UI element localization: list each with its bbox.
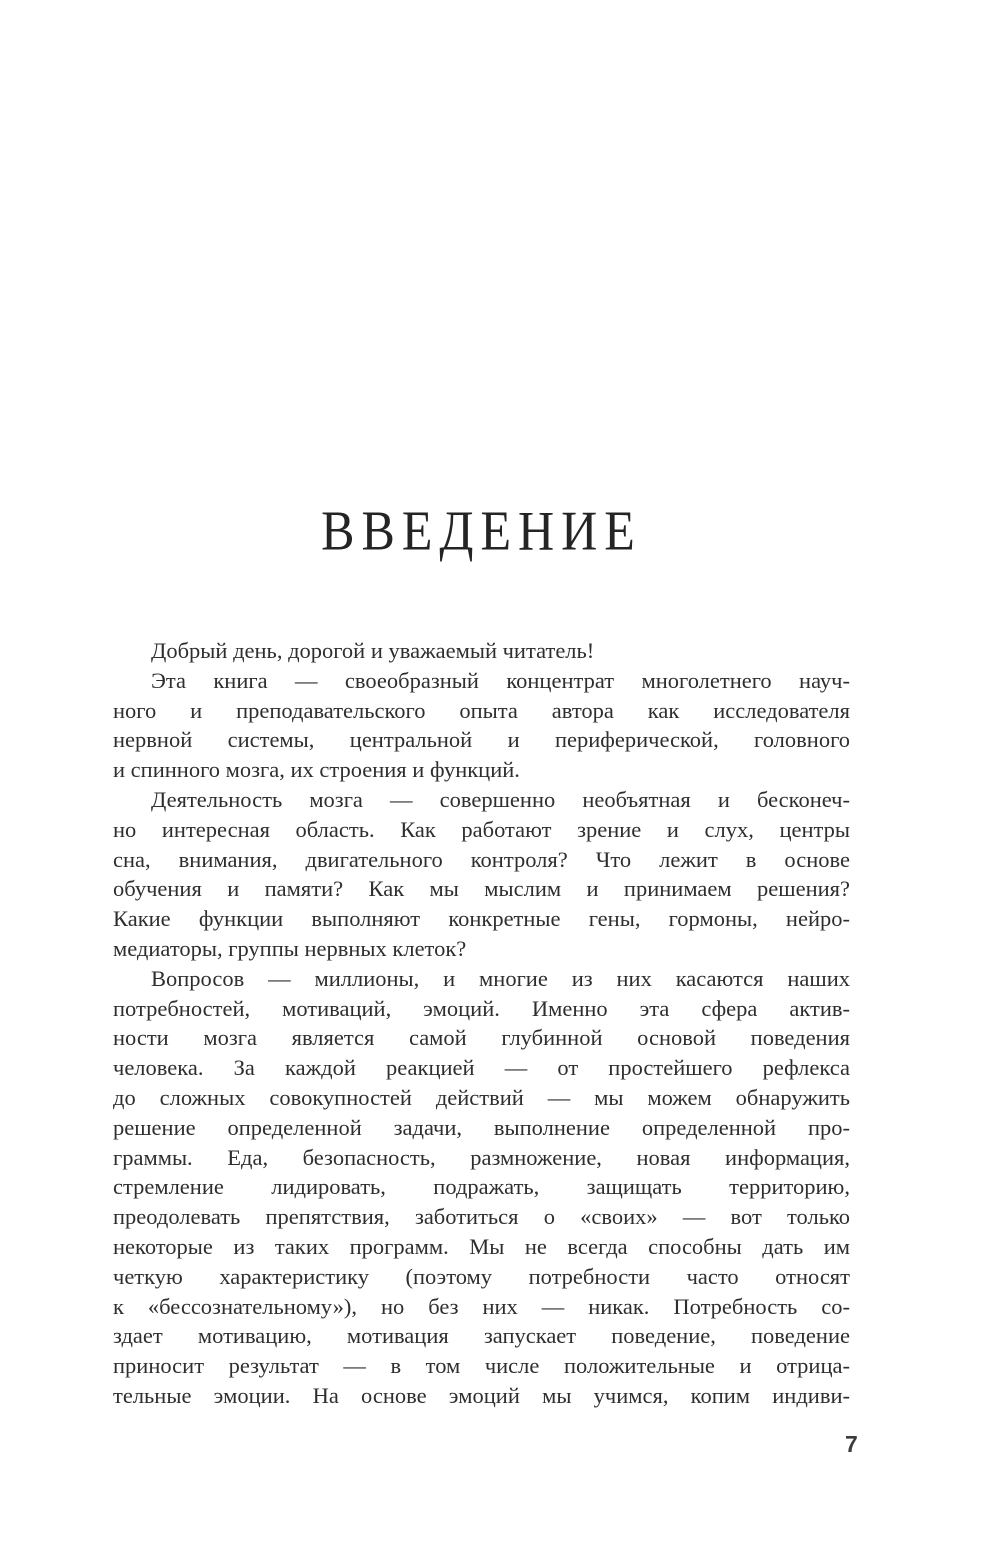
paragraph	[113, 636, 850, 666]
text-line: преодолевать препятствия, заботиться о «своих» — вот только	[113, 1204, 850, 1230]
text-line: здает мотивацию, мотивация запускает поведение, поведение	[113, 1323, 850, 1349]
text-line: ности мозга является самой глубинной основой поведения	[113, 1025, 850, 1051]
body-text	[113, 636, 850, 1411]
page-number: 7	[845, 1431, 858, 1457]
text-line: граммы. Еда, безопасность, размножение, новая информация,	[113, 1144, 850, 1170]
text-line: сна, внимания, двигательного контроля? Что лежит в основе	[113, 846, 850, 872]
text-line: тельные эмоции. На основе эмоций мы учимся, копим индиви-	[113, 1382, 850, 1408]
paragraph	[113, 964, 850, 1411]
paragraph	[113, 666, 850, 785]
text-line: ного и преподавательского опыта автора как исследователя	[113, 697, 850, 723]
text-line: Какие функции выполняют конкретные гены, гормоны, нейро-	[113, 906, 850, 932]
text-line: стремление лидировать, подражать, защищать территорию,	[113, 1174, 850, 1200]
text-line: Добрый день, дорогой и уважаемый читатель!	[151, 638, 595, 663]
text-line: Деятельность мозга — совершенно необъятная и бесконеч-	[151, 786, 850, 812]
text-line: решение определенной задачи, выполнение определенной про-	[113, 1114, 850, 1140]
text-line: человека. За каждой реакцией — от простейшего рефлекса	[113, 1055, 850, 1081]
text-line: обучения и памяти? Как мы мыслим и принимаем решения?	[113, 876, 850, 902]
text-line: некоторые из таких программ. Мы не всегда способны дать им	[113, 1233, 850, 1259]
text-line: нервной системы, центральной и периферической, головного	[113, 727, 850, 753]
text-line: потребностей, мотиваций, эмоций. Именно эта сфера актив-	[113, 995, 850, 1021]
text-line: к «бессознательному»), но без них — никак. Потребность со-	[113, 1293, 850, 1319]
text-line: приносит результат — в том числе положительные и отрица-	[113, 1353, 850, 1379]
text-line: и спинного мозга, их строения и функций.	[113, 757, 520, 783]
text-line: четкую характеристику (поэтому потребности часто относят	[113, 1263, 850, 1289]
text-line: Вопросов — миллионы, и многие из них касаются наших	[151, 965, 850, 991]
text-line: до сложных совокупностей действий — мы можем обнаружить	[113, 1084, 850, 1110]
paragraph	[113, 785, 850, 964]
text-line: медиаторы, группы нервных клеток?	[113, 935, 467, 961]
text-line: но интересная область. Как работают зрение и слух, центры	[113, 816, 850, 842]
text-line: Эта книга — своеобразный концентрат многолетнего науч-	[151, 667, 850, 693]
chapter-title: ВВЕДЕНИЕ	[321, 498, 642, 562]
